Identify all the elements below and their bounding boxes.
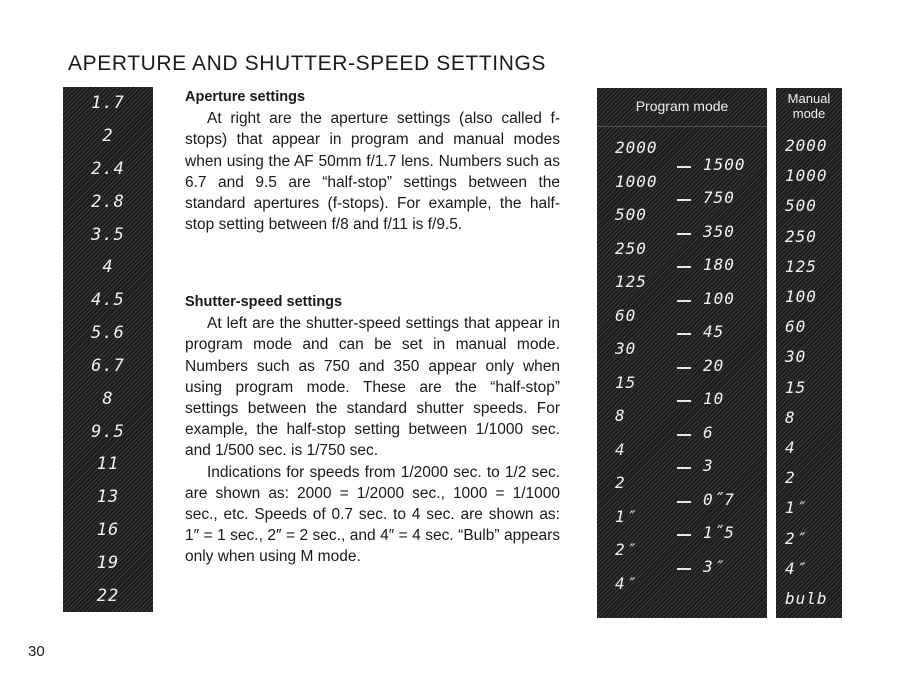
shutter-paragraph-2: Indications for speeds from 1/2000 sec. to 1/2 sec. are shown as: 2000 = 1/2000 sec., 1000 = 1/1000 sec., etc. Speeds of 0.7 sec. to 4 sec. are shown as: 1″ = 1 sec., 2″ = 2 sec., and 4″ = 4 sec. “Bulb” appears only when using M mode. (185, 463, 560, 566)
half-step-dash (677, 367, 691, 369)
half-step-dash (677, 467, 691, 469)
panel-header-divider (597, 88, 767, 127)
aperture-value: 16 (96, 519, 120, 540)
shutter-heading: Shutter-speed settings (185, 294, 343, 310)
half-step-dash (677, 300, 691, 302)
aperture-value: 2.4 (91, 159, 125, 180)
manual-speed-value: 15 (785, 377, 807, 397)
manual-speed-value: 2 (785, 468, 796, 488)
page-number: 30 (28, 643, 45, 660)
aperture-value: 1.7 (91, 93, 125, 114)
program-speed-value: 500 (615, 205, 647, 224)
manual-header-line1: Manual (787, 91, 831, 106)
half-step-dash (677, 199, 691, 201)
aperture-value: 2 (102, 126, 114, 147)
half-step-dash (677, 333, 691, 335)
program-half-speed-value: 3″ (703, 556, 725, 576)
program-half-speed-value: 6 (703, 422, 714, 442)
manual-speed-value: 1″ (785, 498, 807, 518)
manual-mode-header (776, 88, 842, 124)
program-speed-value: 30 (615, 339, 637, 358)
program-speed-value: 2000 (615, 138, 658, 157)
aperture-heading: Aperture settings (185, 89, 306, 105)
program-speed-value: 60 (615, 305, 637, 325)
program-speed-value: 4 (615, 439, 626, 459)
half-step-dash (677, 534, 691, 536)
manual-speed-value: 60 (785, 317, 807, 337)
aperture-value: 11 (96, 454, 120, 475)
program-mode-panel (597, 88, 767, 618)
half-step-dash (677, 568, 691, 570)
half-step-dash (677, 233, 691, 235)
program-speed-value: 2 (615, 473, 626, 492)
aperture-section (185, 87, 560, 235)
aperture-value: 22 (96, 585, 120, 606)
program-speed-value: 15 (615, 372, 637, 392)
program-half-speed-value: 3 (703, 456, 714, 476)
manual-speed-value: 250 (785, 226, 817, 246)
aperture-value: 3.5 (91, 224, 125, 245)
program-half-speed-value: 180 (703, 255, 735, 275)
manual-speed-value: bulb (785, 589, 828, 608)
aperture-value: 4.5 (91, 290, 125, 311)
half-step-dash (677, 166, 691, 168)
manual-speed-value: 30 (785, 347, 807, 367)
aperture-value: 2.8 (91, 191, 125, 212)
page-title: APERTURE AND SHUTTER-SPEED SETTINGS (68, 52, 547, 75)
manual-speed-value: 100 (785, 287, 817, 306)
manual-speed-value: 2″ (785, 528, 807, 548)
half-step-dash (677, 266, 691, 268)
program-half-speed-value: 100 (703, 288, 735, 308)
shutter-paragraph-1: At left are the shutter-speed settings that appear in program mode and can be set in manual mode. Numbers such as 750 and 350 appear only when using program mode. These are the “half-stop” settings between the standard shutter speeds. For example, the half-stop setting between 1/1000 sec. and 1/500 sec. is 1/750 sec. (185, 315, 560, 460)
aperture-paragraph: At right are the aperture settings (also called f-stops) that appear in program and manual modes when using the AF 50mm f/1.7 lens. Numbers such as 6.7 and 9.5 are “half-stop” settings between the standard apertures (f-stops). For example, the half-stop setting between f/8 and f/11 is f/9.5. (185, 110, 560, 234)
aperture-value: 5.6 (91, 323, 125, 344)
program-half-speed-value: 0˝7 (703, 489, 735, 509)
program-half-speed-value: 350 (703, 221, 735, 241)
program-speed-value: 1000 (615, 171, 658, 191)
program-half-speed-value: 750 (703, 188, 735, 208)
aperture-value: 8 (102, 388, 114, 409)
program-half-speed-value: 20 (703, 355, 725, 375)
shutter-section (185, 292, 560, 568)
program-speed-value: 250 (615, 238, 647, 258)
program-speed-value: 1″ (615, 506, 637, 526)
aperture-value: 19 (96, 552, 120, 573)
program-speed-value: 8 (615, 406, 626, 425)
program-speed-value: 125 (615, 272, 647, 291)
manual-speed-value: 1000 (785, 166, 828, 186)
manual-speed-value: 8 (785, 407, 796, 427)
aperture-value: 9.5 (91, 421, 125, 442)
program-half-speed-value: 10 (703, 389, 725, 409)
aperture-value: 6.7 (91, 355, 125, 376)
manual-speed-value: 2000 (785, 136, 828, 155)
program-speed-value: 4″ (615, 573, 637, 593)
aperture-value: 4 (102, 257, 114, 278)
program-half-speed-value: 1500 (703, 154, 746, 174)
half-step-dash (677, 400, 691, 402)
aperture-value: 13 (96, 487, 120, 508)
manual-speed-value: 4″ (785, 558, 807, 578)
manual-speed-value: 500 (785, 196, 817, 216)
manual-header-line2: mode (792, 106, 826, 121)
half-step-dash (677, 501, 691, 503)
manual-mode-panel (776, 88, 842, 618)
aperture-display-strip (63, 87, 153, 612)
program-half-speed-value: 45 (703, 322, 725, 342)
program-half-speed-value: 1˝5 (703, 523, 735, 543)
half-step-dash (677, 434, 691, 436)
manual-speed-value: 125 (785, 256, 817, 276)
manual-speed-value: 4 (785, 438, 796, 457)
program-speed-value: 2″ (615, 540, 637, 559)
program-mode-header: Program mode (635, 98, 729, 114)
